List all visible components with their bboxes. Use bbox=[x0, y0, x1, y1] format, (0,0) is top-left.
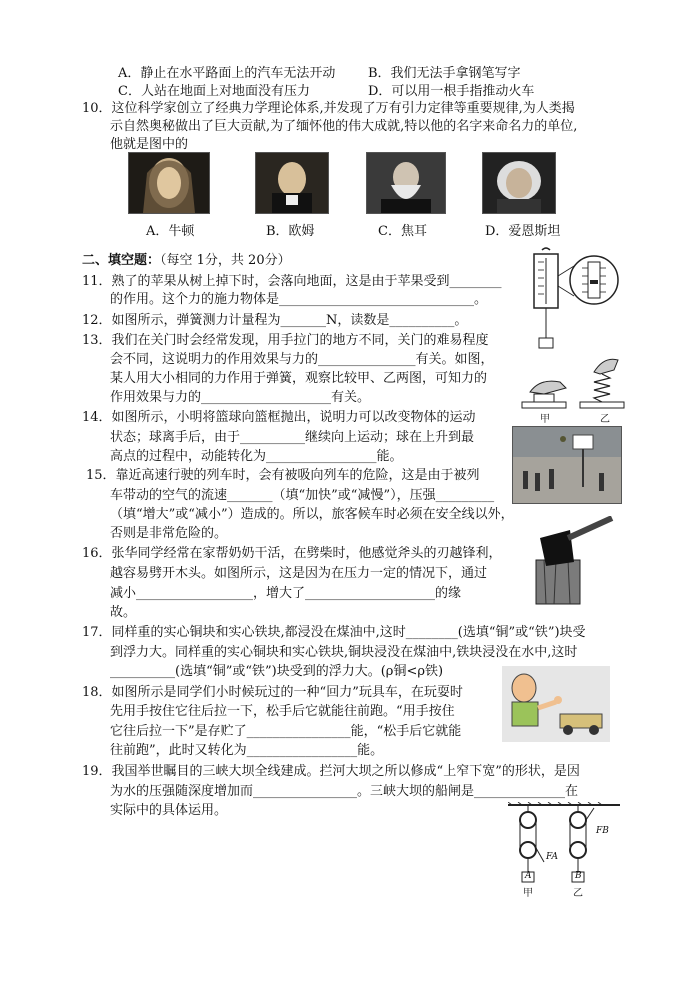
q16-line: 16．张华同学经常在家帮奶奶干活，在劈柴时，他感觉斧头的刃越锋利， bbox=[82, 546, 502, 561]
q19-line: 实际中的具体运用。 bbox=[110, 803, 228, 818]
pulley-figure bbox=[508, 802, 620, 898]
toy-car-figure bbox=[502, 666, 610, 742]
q11-line: 的作用。这个力的施力物体是______________________________。 bbox=[110, 292, 488, 307]
q10-line: 他就是图中的 bbox=[110, 137, 189, 152]
q16-line: 越容易劈开木头。如图所示，这是因为在压力一定的情况下，通过 bbox=[110, 566, 488, 581]
q10-option-a: A．牛顿 bbox=[146, 224, 195, 239]
pulley-label-yi: 乙 bbox=[573, 888, 583, 899]
q18-line: 它往后拉一下”是存贮了________________能，“松手后它就能 bbox=[110, 724, 462, 739]
spring-scale-figure bbox=[522, 246, 622, 350]
q10-line: 示自然奥秘做出了巨大贡献,为了缅怀他的伟大成就,特以他的名字来命名力的单位, bbox=[110, 119, 578, 134]
section-note: （每空 1分，共 20分） bbox=[160, 253, 291, 268]
pulley-label-fa: FA bbox=[546, 852, 558, 862]
spring-label-yi: 乙 bbox=[600, 414, 610, 425]
ohm-portrait bbox=[255, 152, 329, 214]
pulley-label-fb: FB bbox=[596, 826, 609, 836]
q9-option-d: D．可以用一根手指推动火车 bbox=[368, 84, 535, 99]
spring-label-jia: 甲 bbox=[540, 414, 550, 425]
pulley-label-b: B bbox=[575, 871, 582, 881]
q18-line: 往前跑”，此时又转化为_________________能。 bbox=[110, 743, 384, 758]
q14-line: 高点的过程中，动能转化为_________________能。 bbox=[110, 449, 403, 464]
q15-line: 15．靠近高速行驶的列车时，会有被吸向列车的危险，这是由于被列 bbox=[86, 468, 480, 483]
q17-line: 17．同样重的实心铜块和实心铁块,都浸没在煤油中,这时________(选填“铜”或“铁”)块受 bbox=[82, 625, 586, 640]
q12-line: 12．如图所示，弹簧测力计量程为_______N，读数是__________。 bbox=[82, 313, 468, 328]
q16-line: 故。 bbox=[110, 605, 137, 620]
q17-line: __________(选填“铜”或“铁”)块受到的浮力大。(ρ铜<ρ铁) bbox=[110, 664, 444, 679]
basketball-photo bbox=[512, 426, 622, 504]
q11-line: 11．熟了的苹果从树上掉下时，会落向地面，这是由于苹果受到________ bbox=[82, 274, 502, 289]
section-heading bbox=[82, 251, 291, 270]
joule-portrait bbox=[366, 152, 446, 214]
q9-option-b: B．我们无法手拿钢笔写字 bbox=[368, 66, 521, 81]
q15-line: 车带动的空气的流速_______（填“加快”或“减慢”），压强_________ bbox=[110, 488, 495, 503]
q9-option-c: C．人站在地面上对地面没有压力 bbox=[118, 84, 310, 99]
q14-line: 状态；球离手后，由于__________继续向上运动；球在上升到最 bbox=[110, 430, 475, 445]
q10-option-b: B．欧姆 bbox=[266, 224, 315, 239]
einstein-portrait bbox=[482, 152, 556, 214]
section-title: 二、填空题： bbox=[82, 253, 161, 268]
q15-line: 否则是非常危险的。 bbox=[110, 526, 228, 541]
q18-line: 先用手按住它往后拉一下，松手后它就能往前跑。“用手按住 bbox=[110, 704, 455, 719]
pulley-label-a: A bbox=[525, 871, 532, 881]
q10-line: 10．这位科学家创立了经典力学理论体系,并发现了万有引力定律等重要规律,为人类揭 bbox=[82, 101, 575, 116]
q17-line: 到浮力大。同样重的实心铜块和实心铁块,铜块浸没在煤油中,铁块浸没在水中,这时 bbox=[110, 645, 578, 660]
pulley-label-jia: 甲 bbox=[523, 888, 533, 899]
q15-line: （填“增大”或“减小”）造成的。所以，旅客候车时必须在安全线以外， bbox=[110, 507, 514, 522]
q14-line: 14．如图所示，小明将篮球向篮框抛出，说明力可以改变物体的运动 bbox=[82, 410, 476, 425]
q13-line: 13．我们在关门时会经常发现，用手拉门的地方不同，关门的难易程度 bbox=[82, 333, 489, 348]
q16-line: 减小__________________，增大了____________________的缘 bbox=[110, 586, 462, 601]
q19-line: 为水的压强随深度增加而________________。三峡大坝的船闸是______________在 bbox=[110, 784, 579, 799]
newton-portrait bbox=[128, 152, 210, 214]
q13-line: 作用效果与力的____________________有关。 bbox=[110, 390, 371, 405]
q19-line: 19．我国举世瞩目的三峡大坝全线建成。拦河大坝之所以修成“上窄下宽”的形状，是因 bbox=[82, 764, 580, 779]
q13-line: 会不同，这说明力的作用效果与力的_______________有关。如图， bbox=[110, 352, 494, 367]
q13-line: 某人用大小相同的力作用于弹簧，观察比较甲、乙两图，可知力的 bbox=[110, 371, 488, 386]
q10-option-d: D．爱恩斯坦 bbox=[485, 224, 561, 239]
q9-option-a: A．静止在水平路面上的汽车无法开动 bbox=[118, 66, 336, 81]
spring-push-figure bbox=[520, 352, 632, 424]
axe-wood-figure bbox=[528, 516, 616, 608]
q10-option-c: C．焦耳 bbox=[378, 224, 427, 239]
q18-line: 18．如图所示是同学们小时候玩过的一种“回力”玩具车，在玩耍时 bbox=[82, 685, 463, 700]
